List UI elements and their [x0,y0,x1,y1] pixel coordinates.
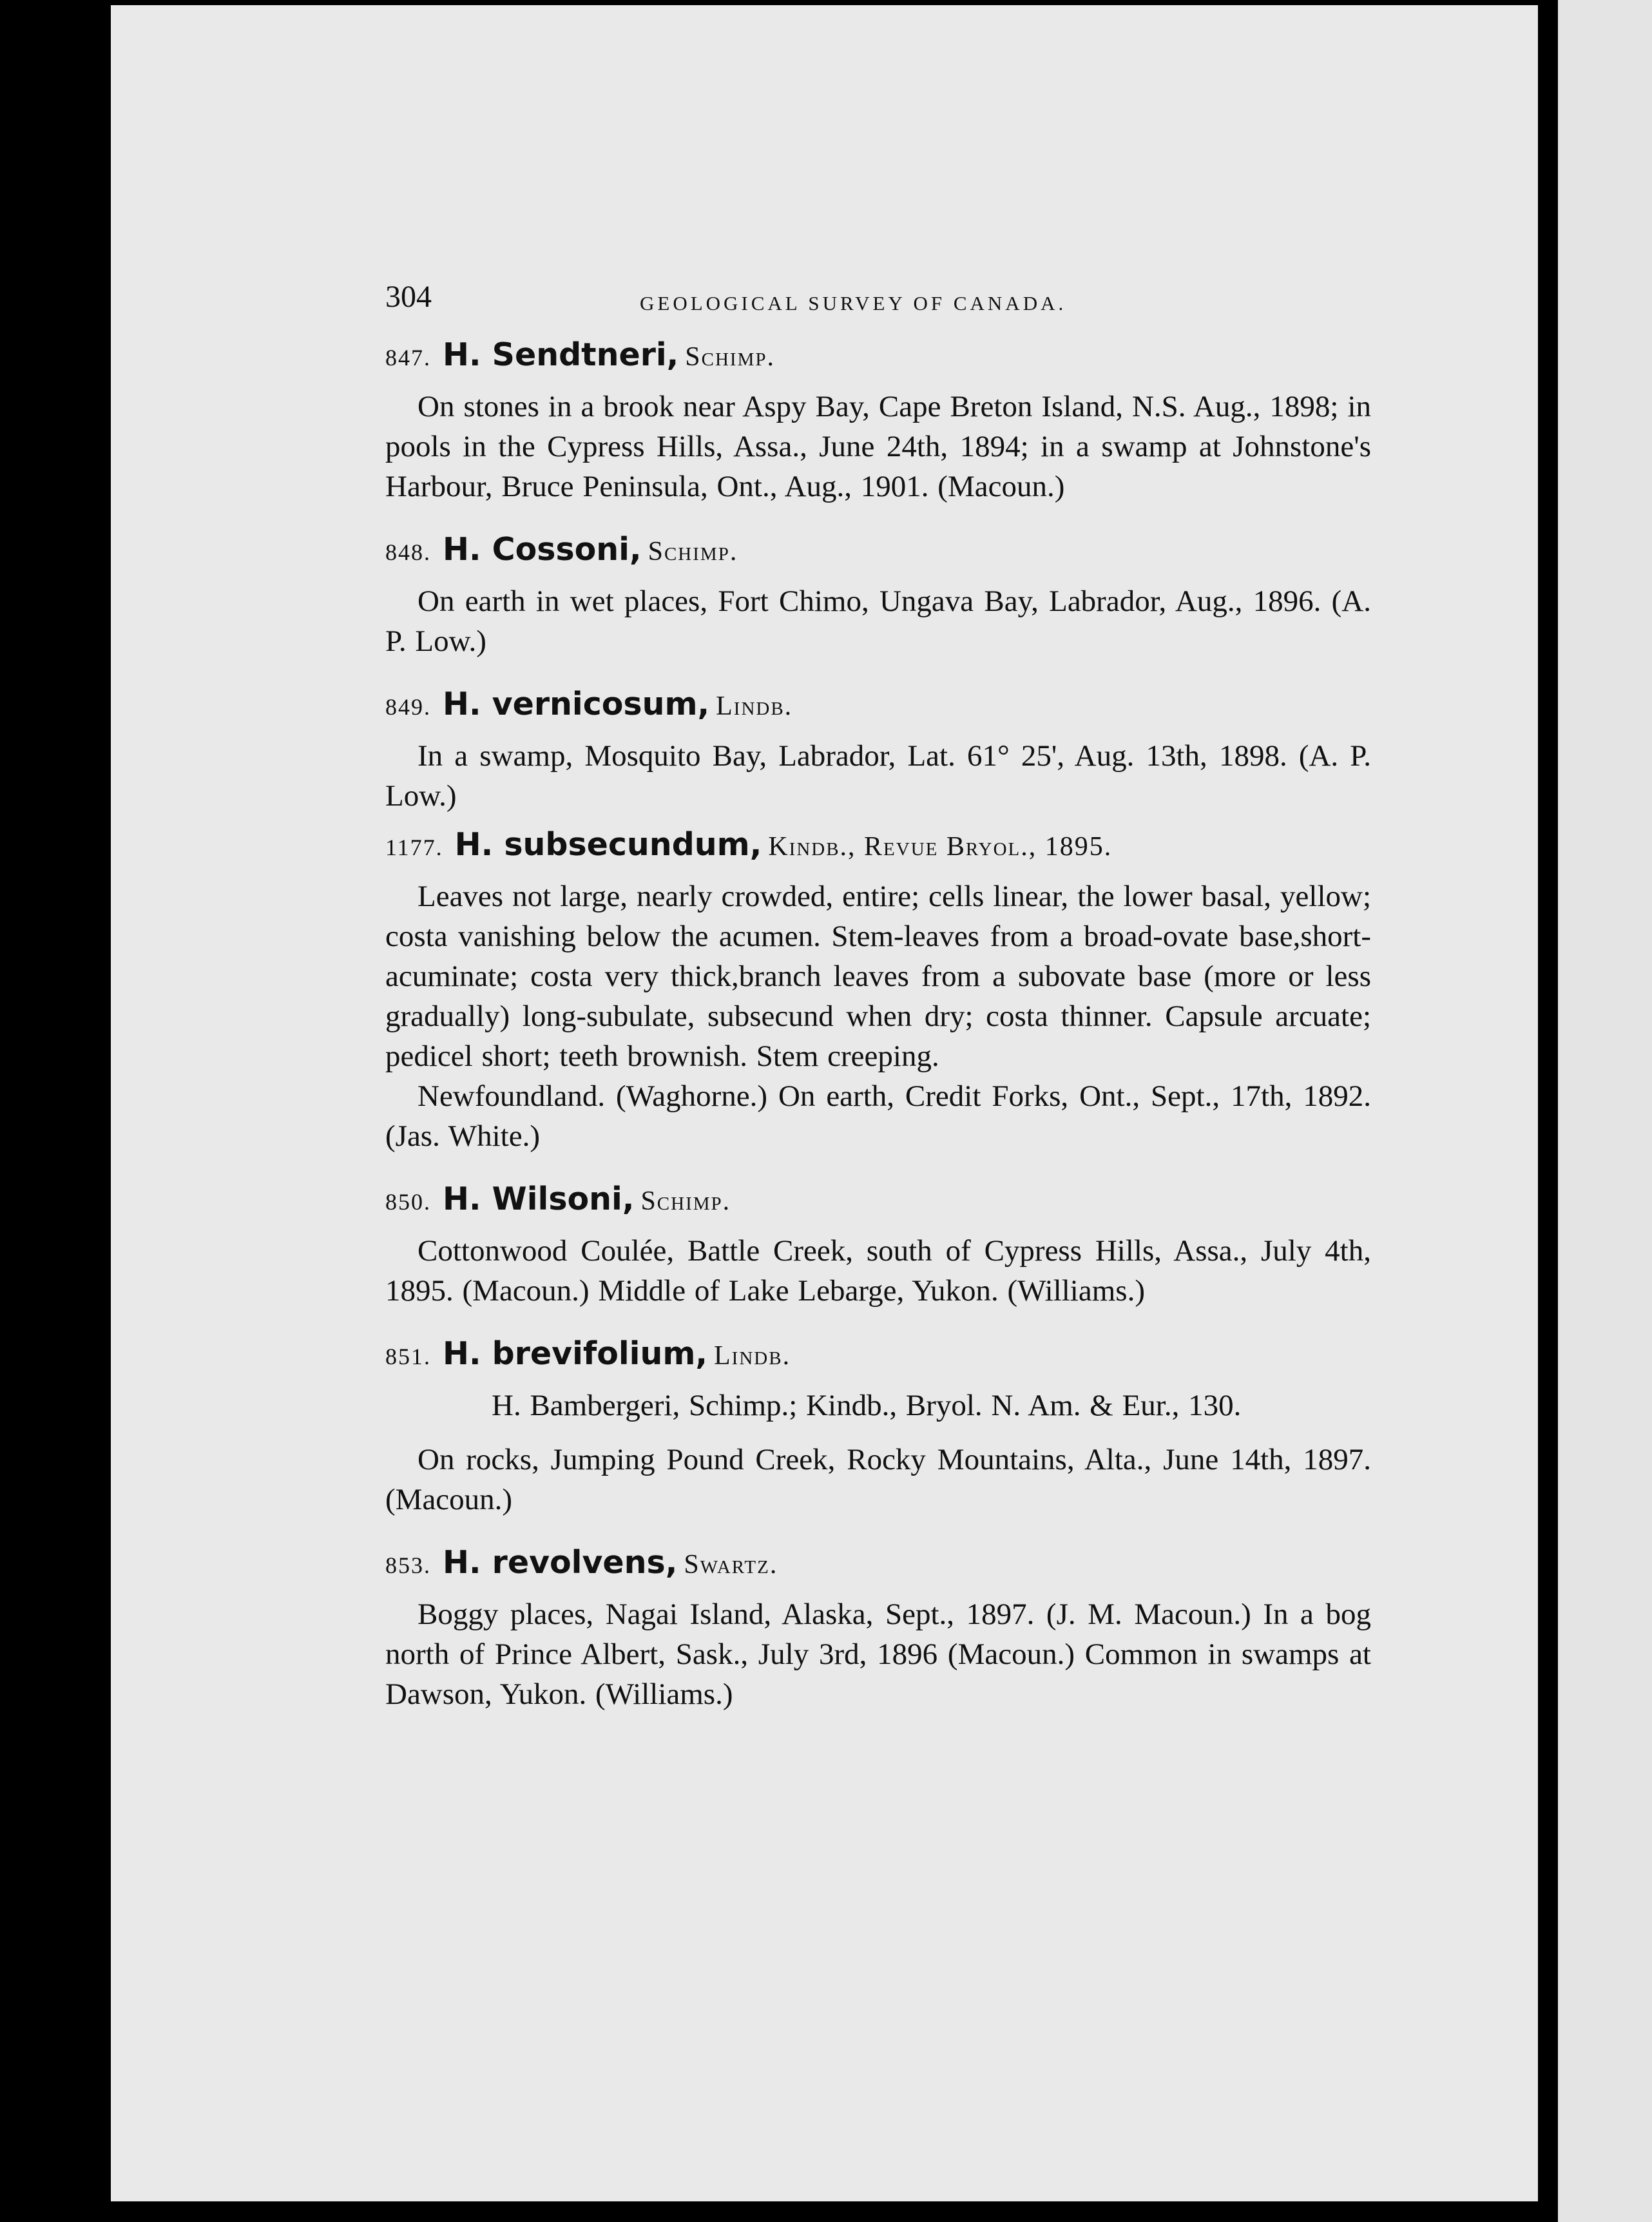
entry-851 [385,1334,1371,1520]
page-header [385,271,1371,326]
entry-heading [385,825,1371,867]
species-name: H. vernicosum, [443,686,710,722]
page-number: 304 [385,280,432,314]
entry-text: Leaves not large, nearly crowded, entire; cells linear, the lower basal, yellow; costa vanishing below the acumen. Stem-leaves from a broad-ovate base,short-acuminate; costa very thick,branch leaves from a subovate base (more or less gradually) long-subulate, subsecund when dry; costa thinner. Capsule arcuate; pedicel short; teeth brownish. Stem creeping. [385,880,1371,1073]
species-name: H. brevifolium, [443,1335,708,1372]
entry-text: Boggy places, Nagai Island, Alaska, Sept., 1897. (J. M. Macoun.) In a bog north of Prince Albert, Sask., July 3rd, 1896 (Macoun.) Common in swamps at Dawson, Yukon. (Williams.) [385,1598,1371,1711]
authority: Swartz. [684,1550,778,1580]
entry-heading [385,1179,1371,1222]
page-text-column [385,271,1371,1714]
entry-849 [385,684,1371,816]
species-name: H. Cossoni, [443,531,642,568]
entry-number: 853. [385,1552,431,1578]
synonym: H. Bambergeri, Schimp.; Kindb., Bryol. N. Am. & Eur., 130. [492,1389,1242,1422]
entry-848 [385,530,1371,661]
entry-number: 849. [385,694,431,720]
entry-number: 851. [385,1344,431,1369]
adjacent-page-edge [1558,0,1652,2222]
entry-number: 850. [385,1189,431,1215]
entry-number: 1177. [385,835,443,860]
entry-text: On stones in a brook near Aspy Bay, Cape Breton Island, N.S. Aug., 1898; in pools in the Cypress Hills, Assa., June 24th, 1894; in a swamp at Johnstone's Harbour, Bruce Peninsula, Ont., Aug., 1901. (Macoun.) [385,390,1371,503]
entry-heading [385,1543,1371,1585]
species-name: H. subsecundum, [454,826,762,863]
species-name: H. Wilsoni, [443,1181,635,1217]
entry-heading [385,684,1371,727]
entry-heading [385,530,1371,572]
entry-853 [385,1543,1371,1714]
authority: Schimp. [685,342,775,372]
authority: Lindb. [716,691,793,721]
entry-heading [385,335,1371,378]
entry-1177 [385,825,1371,1156]
authority: Lindb. [714,1341,791,1371]
entry-text: In a swamp, Mosquito Bay, Labrador, Lat. 61° 25', Aug. 13th, 1898. (A. P. Low.) [385,739,1371,813]
species-name: H. revolvens, [443,1544,678,1581]
species-name: H. Sendtneri, [443,336,679,373]
authority: Schimp. [640,1186,731,1216]
entry-heading [385,1334,1371,1377]
entry-text: On earth in wet places, Fort Chimo, Ungava Bay, Labrador, Aug., 1896. (A. P. Low.) [385,584,1371,658]
entry-847 [385,335,1371,507]
entry-850 [385,1179,1371,1311]
entry-text: On rocks, Jumping Pound Creek, Rocky Mountains, Alta., June 14th, 1897. (Macoun.) [385,1443,1371,1516]
running-title: GEOLOGICAL SURVEY OF CANADA. [640,292,1067,314]
authority: Schimp. [648,537,738,566]
authority: Kindb., Revue Bryol., 1895. [768,832,1113,862]
entry-number: 847. [385,345,431,371]
entry-text: Cottonwood Coulée, Battle Creek, south of Cypress Hills, Assa., July 4th, 1895. (Macoun.) Middle of Lake Lebarge, Yukon. (Williams.) [385,1234,1371,1308]
entry-text-localities: Newfoundland. (Waghorne.) On earth, Credit Forks, Ont., Sept., 17th, 1892. (Jas. White.) [385,1079,1371,1153]
entry-number: 848. [385,539,431,565]
